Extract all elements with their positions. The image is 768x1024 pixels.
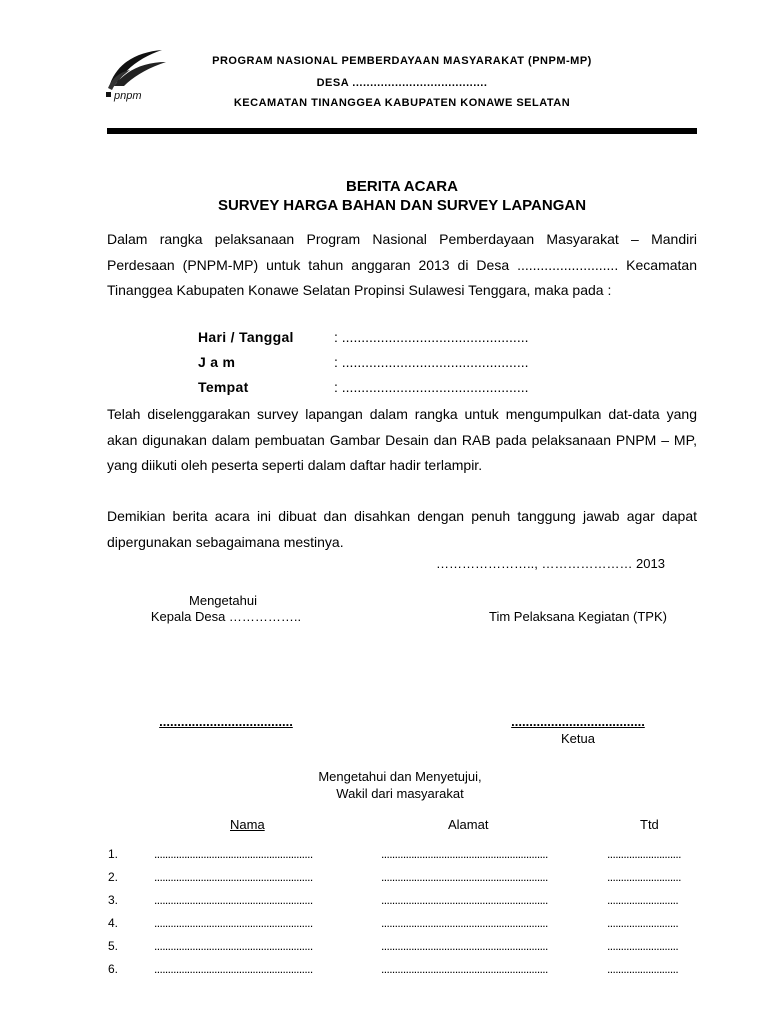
field-label-day-date: Hari / Tanggal <box>198 329 294 345</box>
document-title: BERITA ACARA <box>346 178 458 195</box>
list-item <box>0 962 768 982</box>
list-item <box>0 939 768 959</box>
row-number: 6. <box>108 962 119 976</box>
row-number: 2. <box>108 870 119 884</box>
tpk-signature-line: ..................................... <box>511 714 645 729</box>
header-divider <box>107 128 697 134</box>
document-subtitle: SURVEY HARGA BAHAN DAN SURVEY LAPANGAN <box>217 197 587 214</box>
knows-label: Mengetahui <box>189 593 257 608</box>
row-address: ............................................................. <box>381 962 548 976</box>
row-address: ............................................................. <box>381 916 548 930</box>
approval-subheading: Wakil dari masyarakat <box>336 786 464 801</box>
row-signature: .......................... <box>607 893 679 907</box>
field-value-time: : ................................................ <box>334 354 529 370</box>
row-number: 1. <box>108 847 119 861</box>
row-signature: ........................... <box>607 847 681 861</box>
header-village: DESA ...................................... <box>316 77 488 89</box>
row-address: ............................................................. <box>381 893 548 907</box>
list-item <box>0 847 768 867</box>
row-number: 5. <box>108 939 119 953</box>
row-address: ............................................................. <box>381 847 548 861</box>
row-name: .......................................................... <box>154 893 313 907</box>
list-item <box>0 870 768 890</box>
row-name: .......................................................... <box>154 870 313 884</box>
row-number: 3. <box>108 893 119 907</box>
column-header-address: Alamat <box>448 817 489 832</box>
field-label-time: J a m <box>198 354 236 370</box>
intro-paragraph: Dalam rangka pelaksanaan Program Nasional Pemberdayaan Masyarakat – Mandiri Perdesaan (PNPM-MP) untuk tahun anggaran 2013 di Desa .......................... Kecamatan Tinanggea Kabupaten Konawe Selatan Propinsi Sulawesi Tenggara, maka pada : <box>107 231 697 298</box>
row-number: 4. <box>108 916 119 930</box>
row-name: .......................................................... <box>154 939 313 953</box>
closing-paragraph: Demikian berita acara ini dibuat dan disahkan dengan penuh tanggung jawab agar dapat dipergunakan sebagaimana mestinya. <box>107 508 697 550</box>
chairman-label: Ketua <box>561 731 595 746</box>
row-signature: ........................... <box>607 870 681 884</box>
row-signature: .......................... <box>607 916 679 930</box>
tpk-label: Tim Pelaksana Kegiatan (TPK) <box>489 609 667 624</box>
signing-date: ………………….., ………………… 2013 <box>436 556 665 571</box>
held-paragraph: Telah diselenggarakan survey lapangan dalam rangka untuk mengumpulkan dat-data yang akan digunakan dalam pembuatan Gambar Desain dan RAB pada pelaksanaan PNPM – MP, yang diikuti oleh peserta seperti dalam daftar hadir terlampir. <box>107 406 697 473</box>
row-address: ............................................................. <box>381 870 548 884</box>
list-item <box>0 893 768 913</box>
logo-text: pnpm <box>114 90 142 102</box>
row-signature: .......................... <box>607 939 679 953</box>
row-address: ............................................................. <box>381 939 548 953</box>
header-district: KECAMATAN TINANGGEA KABUPATEN KONAWE SELATAN <box>233 97 571 109</box>
row-name: .......................................................... <box>154 916 313 930</box>
field-value-place: : ................................................ <box>334 379 529 395</box>
village-head-label: Kepala Desa …………….. <box>150 609 302 624</box>
header-program: PROGRAM NASIONAL PEMBERDAYAAN MASYARAKAT (PNPM-MP) <box>212 55 592 67</box>
field-label-place: Tempat <box>198 379 249 395</box>
row-signature: .......................... <box>607 962 679 976</box>
village-head-signature-line: ..................................... <box>159 714 293 729</box>
list-item <box>0 916 768 936</box>
column-header-name: Nama <box>230 817 265 832</box>
row-name: .......................................................... <box>154 962 313 976</box>
row-name: .......................................................... <box>154 847 313 861</box>
approval-heading: Mengetahui dan Menyetujui, <box>318 769 482 784</box>
field-value-day-date: : ................................................ <box>334 329 529 345</box>
column-header-signature: Ttd <box>640 817 659 832</box>
